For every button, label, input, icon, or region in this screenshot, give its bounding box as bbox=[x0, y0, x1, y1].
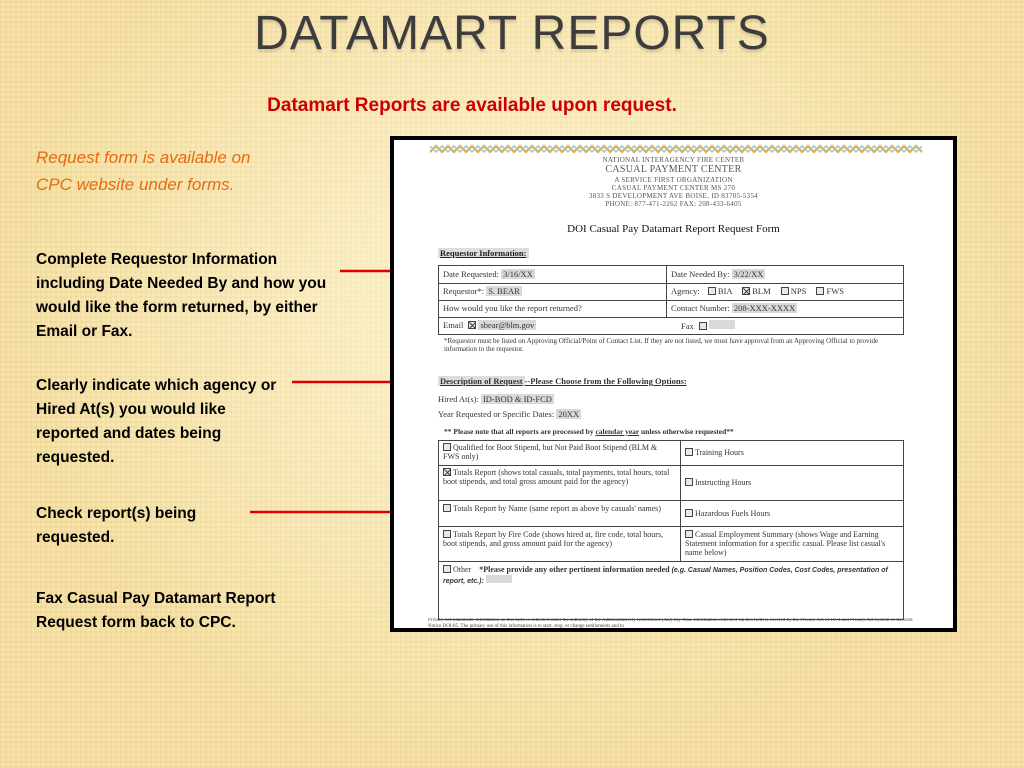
date-requested-value[interactable]: 3/16/XX bbox=[503, 269, 533, 279]
slide-subtitle: Datamart Reports are available upon request. bbox=[267, 95, 677, 116]
calendar-note-c: unless otherwise requested** bbox=[641, 427, 734, 436]
year-value[interactable]: 20XX bbox=[558, 409, 580, 419]
option-other-label: Other bbox=[453, 565, 472, 574]
option-instructing-hours-checkbox[interactable] bbox=[685, 478, 693, 486]
hired-value[interactable]: ID-BOD & ID-FCD bbox=[482, 394, 552, 404]
requestor-value[interactable]: S. BEAR bbox=[488, 286, 520, 296]
agency-fws-checkbox[interactable] bbox=[816, 287, 824, 295]
option-instructing-hours[interactable]: Instructing Hours bbox=[685, 478, 899, 487]
agency-bia-checkbox[interactable] bbox=[708, 287, 716, 295]
option-boot-stipend-checkbox[interactable] bbox=[443, 443, 451, 451]
option-totals-by-name-checkbox[interactable] bbox=[443, 504, 451, 512]
description-header-options: --Please Choose from the Following Options: bbox=[524, 376, 687, 386]
org-line-4: CASUAL PAYMENT CENTER MS 270 bbox=[611, 184, 736, 192]
form-title: DOI Casual Pay Datamart Report Request Form bbox=[567, 223, 780, 235]
option-boot-stipend[interactable]: Qualified for Boot Stipend, but Not Paid Boot Stipend (BLM & FWS only) bbox=[443, 443, 658, 461]
date-needed-label: Date Needed By: bbox=[671, 269, 730, 279]
option-other-checkbox[interactable] bbox=[443, 565, 451, 573]
option-other-field[interactable] bbox=[486, 575, 512, 583]
return-question: How would you like the report returned? bbox=[443, 303, 582, 313]
option-totals-report-checkbox[interactable] bbox=[443, 468, 451, 476]
decorative-border bbox=[430, 144, 925, 154]
calendar-note-a: ** Please note that all reports are processed by bbox=[444, 427, 594, 436]
report-options-table bbox=[438, 440, 904, 620]
email-label: Email bbox=[443, 320, 464, 330]
option-casual-employment-summary-checkbox[interactable] bbox=[685, 530, 693, 538]
email-value[interactable]: sbear@blm.gov bbox=[480, 320, 535, 330]
option-other[interactable] bbox=[443, 565, 899, 586]
agency-nps-checkbox[interactable] bbox=[781, 287, 789, 295]
fax-label: Fax bbox=[681, 321, 694, 331]
option-other-examples: (e.g. Casual Names, Position Codes, Cost Codes, presentation of report, etc.): bbox=[443, 567, 888, 585]
option-training-hours[interactable]: Training Hours bbox=[685, 448, 899, 457]
step-agency-dates: Clearly indicate which agency or Hired At(s) you would like reported and dates being requested. bbox=[36, 377, 277, 466]
org-line-6: PHONE: 877-471-2262 FAX: 208-433-6405 bbox=[605, 200, 742, 208]
org-line-3: A SERVICE FIRST ORGANIZATION bbox=[614, 176, 733, 184]
privacy-statement: Privacy Act Statement: Information on this form is collected under the authority of the Administratively Determined (AD) Pay Plan. Information collected via this form is covered by the Privacy Act of 1974 and Privacy Act System of Records Notice DOI-85. The primary use of this information is to start, stop, or change entitlements and to bbox=[428, 618, 913, 628]
agency-label: Agency: bbox=[671, 286, 700, 296]
option-totals-by-fire-code[interactable]: Totals Report by Fire Code (shows hired at, fire code, total hours, boot stipends, and gross amount paid for the agency) bbox=[443, 530, 664, 548]
option-totals-by-name[interactable]: Totals Report by Name (same report as above by casuals' names) bbox=[443, 504, 675, 513]
option-training-hours-checkbox[interactable] bbox=[685, 448, 693, 456]
agency-blm-label: BLM bbox=[752, 286, 771, 296]
year-label: Year Requested or Specific Dates: bbox=[438, 409, 555, 419]
org-line-2: CASUAL PAYMENT CENTER bbox=[605, 164, 742, 175]
request-form-image bbox=[390, 136, 957, 632]
form-availability-note: Request form is available on CPC website under forms. bbox=[36, 148, 251, 194]
calendar-note-b: calendar year bbox=[595, 427, 640, 436]
step-check-reports: Check report(s) being requested. bbox=[36, 505, 197, 546]
agency-nps-label: NPS bbox=[790, 286, 807, 296]
requestor-table bbox=[438, 265, 904, 335]
agency-fws-label: FWS bbox=[826, 286, 844, 296]
option-hazardous-fuels[interactable]: Hazardous Fuels Hours bbox=[685, 509, 899, 518]
contact-label: Contact Number: bbox=[671, 303, 730, 313]
org-line-5: 3833 S DEVELOPMENT AVE BOISE, ID 83705-5354 bbox=[588, 192, 759, 200]
option-hazardous-fuels-checkbox[interactable] bbox=[685, 509, 693, 517]
requestor-header: Requestor Information: bbox=[440, 248, 527, 258]
requestor-label: Requestor*: bbox=[443, 286, 485, 296]
date-needed-value[interactable]: 3/22/XX bbox=[733, 269, 764, 279]
description-header: Description of Request bbox=[440, 376, 523, 386]
option-other-text: *Please provide any other pertinent information needed bbox=[479, 565, 670, 574]
agency-bia-label: BIA bbox=[717, 286, 733, 296]
fax-value-field[interactable] bbox=[709, 320, 735, 329]
org-line-1: NATIONAL INTERAGENCY FIRE CENTER bbox=[602, 156, 745, 164]
email-checkbox[interactable] bbox=[468, 321, 476, 329]
option-casual-employment-summary[interactable]: Casual Employment Summary (shows Wage and Earning Statement information for a specific casual. Please list casual's name below) bbox=[685, 530, 886, 557]
option-totals-report[interactable]: Totals Report (shows total casuals, total payments, total hours, total boot stipends, and total gross amount paid for the agency) bbox=[443, 468, 670, 486]
requestor-note: *Requestor must be listed on Approving Official/Point of Contact List. If they are not listed, we must have approval from an Approving Official to provide information to the requestor. bbox=[444, 337, 879, 353]
date-requested-label: Date Requested: bbox=[443, 269, 499, 279]
fax-checkbox[interactable] bbox=[699, 322, 707, 330]
option-totals-by-fire-code-checkbox[interactable] bbox=[443, 530, 451, 538]
hired-label: Hired At(s): bbox=[438, 394, 479, 404]
request-form bbox=[394, 140, 953, 628]
contact-value[interactable]: 208-XXX-XXXX bbox=[733, 303, 796, 313]
slide-title: DATAMART REPORTS bbox=[254, 7, 770, 60]
step-requestor-info: Complete Requestor Information including Date Needed By and how you would like the form returned, by either Email or Fax. bbox=[36, 251, 327, 340]
agency-blm-checkbox[interactable] bbox=[742, 287, 750, 295]
step-fax-form: Fax Casual Pay Datamart Report Request form back to CPC. bbox=[36, 590, 276, 631]
